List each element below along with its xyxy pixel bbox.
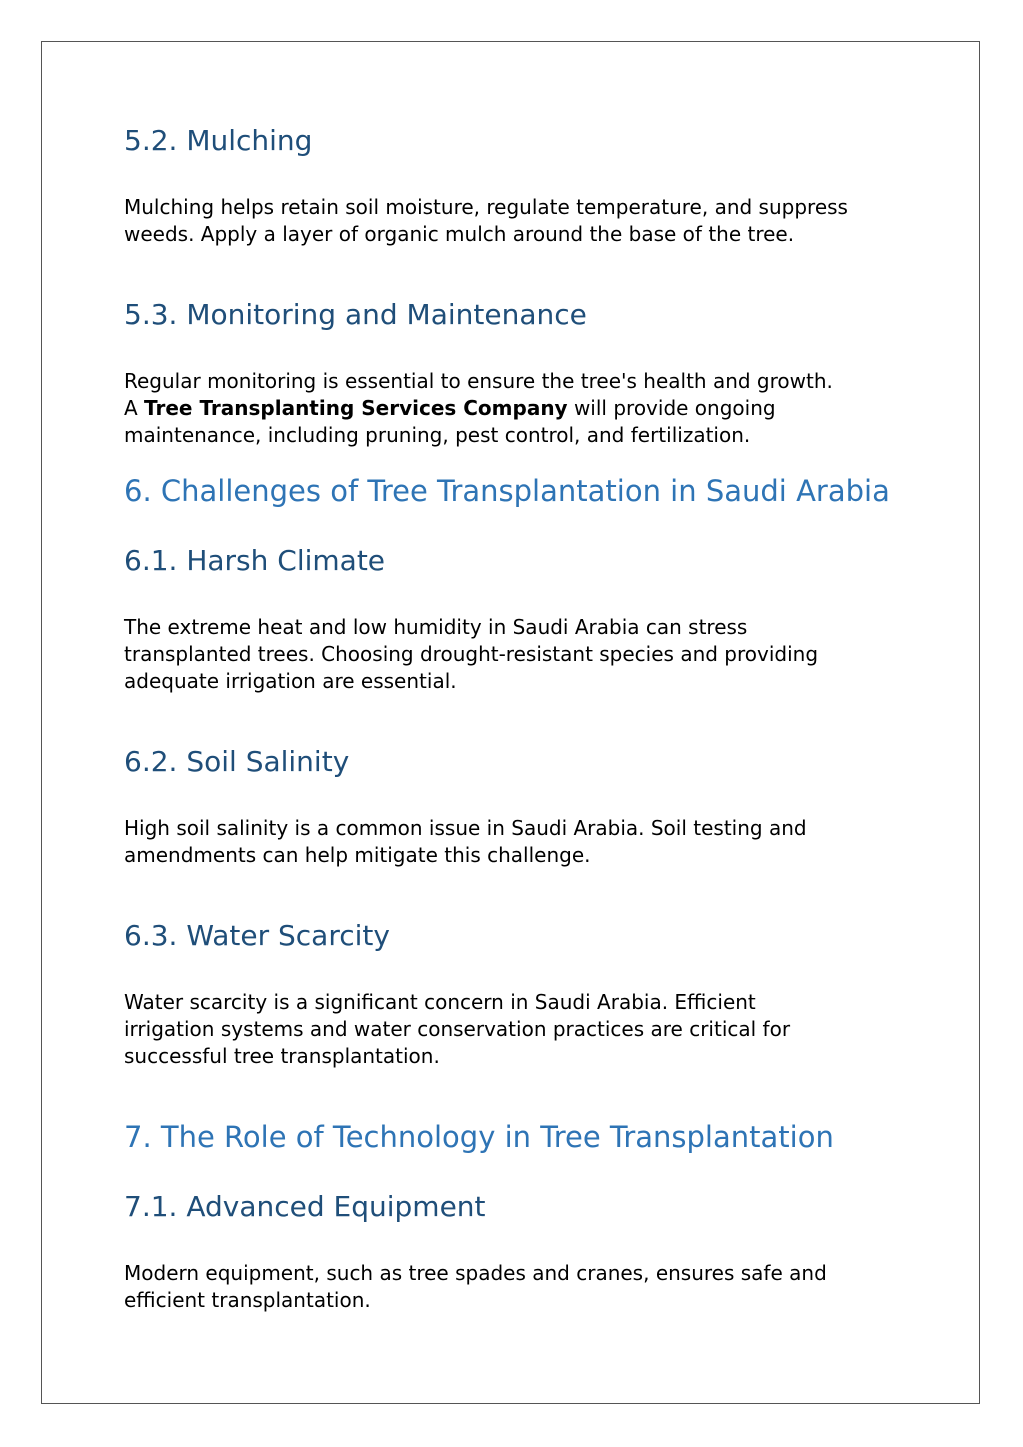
heading-7-technology: 7. The Role of Technology in Tree Transplantation — [124, 1120, 834, 1154]
company-name-bold: Tree Transplanting Services Company — [144, 396, 568, 420]
text-line: maintenance, including pruning, pest control, and fertilization. — [124, 423, 751, 447]
paragraph-soil-salinity — [124, 815, 914, 869]
heading-6-2-soil-salinity: 6.2. Soil Salinity — [124, 745, 350, 778]
text-line: Regular monitoring is essential to ensure the tree's health and growth. — [124, 369, 833, 393]
text-line: efficient transplantation. — [124, 1288, 371, 1312]
text-line: Water scarcity is a significant concern in Saudi Arabia. Efficient — [124, 990, 756, 1014]
paragraph-mulching — [124, 194, 914, 248]
heading-7-1-advanced-equipment: 7.1. Advanced Equipment — [124, 1190, 486, 1223]
text-line: irrigation systems and water conservation practices are critical for — [124, 1017, 791, 1041]
heading-5-2-mulching: 5.2. Mulching — [124, 124, 313, 157]
paragraph-advanced-equipment — [124, 1260, 914, 1314]
text-line: successful tree transplantation. — [124, 1044, 440, 1068]
paragraph-monitoring — [124, 368, 914, 449]
text-line: Modern equipment, such as tree spades and cranes, ensures safe and — [124, 1261, 827, 1285]
text-line: High soil salinity is a common issue in Saudi Arabia. Soil testing and — [124, 816, 807, 840]
heading-5-3-monitoring: 5.3. Monitoring and Maintenance — [124, 298, 587, 331]
text-line: Mulching helps retain soil moisture, regulate temperature, and suppress — [124, 195, 848, 219]
text-line-with-bold — [124, 395, 914, 422]
paragraph-harsh-climate — [124, 614, 914, 695]
text-fragment: will provide ongoing — [567, 396, 776, 420]
text-line: weeds. Apply a layer of organic mulch around the base of the tree. — [124, 222, 795, 246]
text-fragment: A — [124, 396, 145, 420]
heading-6-3-water-scarcity: 6.3. Water Scarcity — [124, 919, 390, 952]
paragraph-water-scarcity — [124, 989, 914, 1070]
text-line: amendments can help mitigate this challenge. — [124, 843, 591, 867]
text-line: The extreme heat and low humidity in Saudi Arabia can stress — [124, 615, 748, 639]
text-line: adequate irrigation are essential. — [124, 669, 457, 693]
heading-6-challenges: 6. Challenges of Tree Transplantation in Saudi Arabia — [124, 474, 890, 508]
text-line: transplanted trees. Choosing drought-resistant species and providing — [124, 642, 819, 666]
heading-6-1-harsh-climate: 6.1. Harsh Climate — [124, 544, 386, 577]
